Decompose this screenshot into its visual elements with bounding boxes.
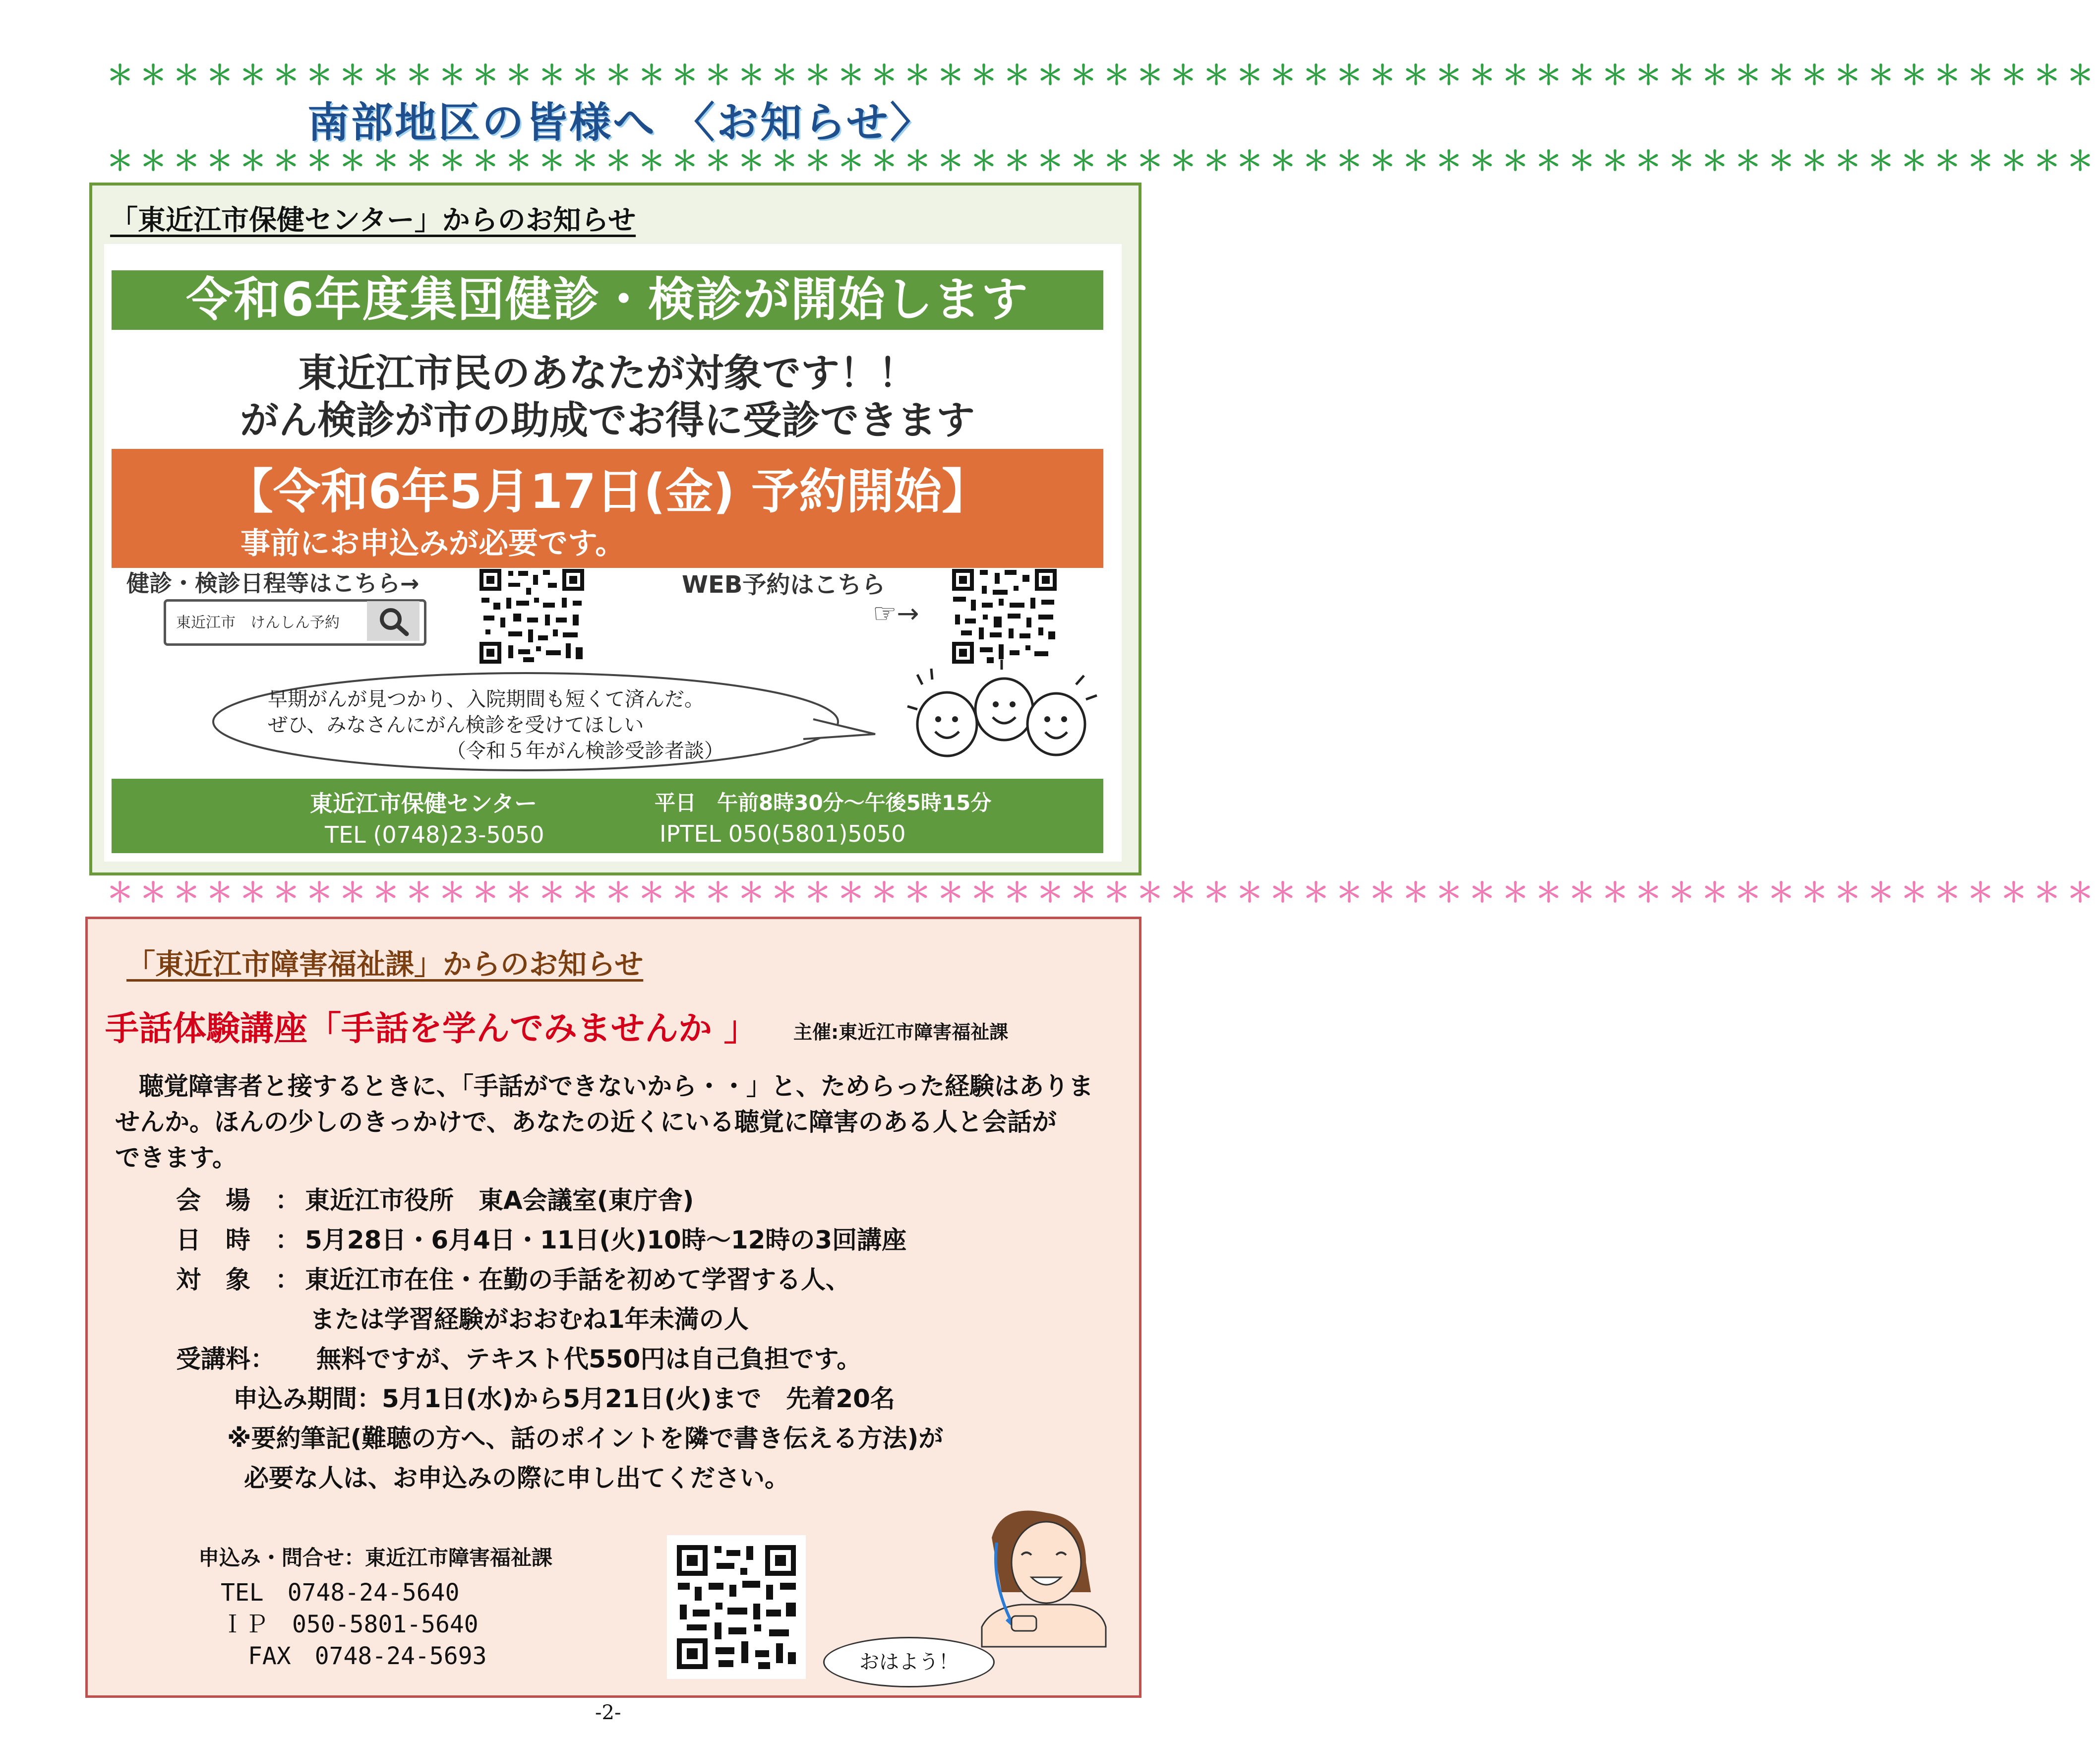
testimonial-line-3: （令和５年がん検診受診者談） bbox=[446, 740, 724, 762]
datetime-value: 5月28日・6月4日・11日(火)10時～12時の3回講座 bbox=[305, 1226, 907, 1254]
course-organizer: 主催:東近江市障害福祉課 bbox=[793, 1021, 1009, 1043]
health-center-tel: TEL (0748)23-5050 bbox=[325, 821, 544, 848]
welfare-ip: ＩＰ 050-5801-5640 bbox=[221, 1611, 479, 1638]
health-center-iptel: IPTEL 050(5801)5050 bbox=[660, 820, 906, 847]
summary-writing-note-1: ※要約筆記(難聴の方へ、話のポイントを隣で書き伝える方法)が bbox=[227, 1424, 944, 1453]
summary-writing-note-2: 必要な人は、お申込みの際に申し出てください。 bbox=[244, 1464, 789, 1492]
checkup-subhead-2: がん検診が市の助成でお得に受診できます bbox=[240, 398, 975, 443]
venue-value: 東近江市役所 東A会議室(東庁舎) bbox=[305, 1186, 694, 1215]
health-center-contact-band bbox=[112, 779, 1103, 853]
pointing-hand-icon: ☞→ bbox=[873, 598, 919, 629]
welfare-fax: FAX 0748-24-5693 bbox=[248, 1642, 487, 1670]
target-value: 東近江市在住・在勤の手話を初めて学習する人、 bbox=[305, 1265, 850, 1294]
target-value-continued: または学習経験がおおむね1年未満の人 bbox=[310, 1305, 749, 1334]
application-period: 申込み期間：5月1日(水)から5月21日(火)まで 先着20名 bbox=[233, 1384, 895, 1413]
course-intro-line-3: できます。 bbox=[115, 1143, 237, 1172]
sign-language-course-title: 手話体験講座「手話を学んでみませんか 」 bbox=[105, 1009, 758, 1049]
schedule-qr-code-icon[interactable] bbox=[479, 568, 585, 665]
star-divider-top: ＊＊＊＊＊＊＊＊＊＊＊＊＊＊＊＊＊＊＊＊＊＊＊＊＊＊＊＊＊＊＊＊＊＊＊＊＊＊＊＊＊＊＊＊＊＊＊＊＊＊＊＊＊＊＊＊＊＊＊＊ bbox=[107, 60, 2100, 91]
fee-value: 無料ですが、テキスト代550円は自己負担です。 bbox=[316, 1345, 862, 1373]
health-center-heading: 「東近江市保健センター」からのお知らせ bbox=[110, 204, 636, 237]
search-button[interactable] bbox=[367, 601, 420, 641]
datetime-label: 日 時 ： bbox=[176, 1226, 300, 1254]
welfare-heading: 「東近江市障害福祉課」からのお知らせ bbox=[126, 947, 644, 981]
speech-bubble-greeting: おはよう！ bbox=[823, 1637, 995, 1687]
testimonial-line-1: 早期がんが見つかり、入院期間も短くて済んだ。 bbox=[268, 688, 704, 711]
star-divider-pink: ＊＊＊＊＊＊＊＊＊＊＊＊＊＊＊＊＊＊＊＊＊＊＊＊＊＊＊＊＊＊＊＊＊＊＊＊＊＊＊＊＊＊＊＊＊＊＊＊＊＊＊＊＊＊＊＊＊＊＊＊ bbox=[107, 877, 2100, 908]
smiling-people-illustration-icon bbox=[902, 655, 1101, 784]
course-intro-line-1: 聴覚障害者と接するときに、「手話ができないから・・」と、ためらった経験はありま bbox=[139, 1072, 1093, 1101]
welfare-qr-code-icon[interactable] bbox=[667, 1535, 806, 1679]
checkup-banner: 令和6年度集団健診・検診が開始します bbox=[112, 270, 1103, 330]
schedule-link-label: 健診・検診日程等はこちら→ bbox=[126, 570, 420, 597]
application-required-note: 事前にお申込みが必要です。 bbox=[240, 526, 625, 561]
contact-label: 申込み・問合せ：東近江市障害福祉課 bbox=[198, 1546, 553, 1570]
checkup-subhead-1: 東近江市民のあなたが対象です！！ bbox=[298, 351, 917, 396]
reservation-start-date: 【令和6年5月17日(金) 予約開始】 bbox=[225, 464, 990, 519]
course-intro-line-2: せんか。ほんの少しのきっかけで、あなたの近くにいる聴覚に障害のある人と会話が bbox=[115, 1108, 1057, 1136]
search-input-text[interactable]: 東近江市 けんしん予約 bbox=[176, 614, 340, 631]
target-label: 対 象 ： bbox=[176, 1265, 300, 1294]
testimonial-speech-bubble bbox=[208, 670, 878, 774]
health-center-name: 東近江市保健センター bbox=[310, 790, 538, 817]
web-reservation-label: WEB予約はこちら bbox=[682, 571, 886, 599]
fee-label: 受講料： bbox=[176, 1345, 275, 1373]
testimonial-line-2: ぜひ、みなさんにがん検診を受けてほしい bbox=[268, 714, 644, 737]
welfare-tel: TEL 0748-24-5640 bbox=[221, 1579, 460, 1607]
page-title: 南部地区の皆様へ 〈お知らせ〉 bbox=[307, 98, 934, 147]
web-reservation-qr-code-icon[interactable] bbox=[951, 568, 1058, 665]
star-divider-bottom: ＊＊＊＊＊＊＊＊＊＊＊＊＊＊＊＊＊＊＊＊＊＊＊＊＊＊＊＊＊＊＊＊＊＊＊＊＊＊＊＊＊＊＊＊＊＊＊＊＊＊＊＊＊＊＊＊＊＊＊＊ bbox=[107, 145, 2100, 177]
venue-label: 会 場 ： bbox=[176, 1186, 300, 1215]
page-number: -2- bbox=[595, 1701, 621, 1724]
sign-language-person-illustration-icon bbox=[972, 1508, 1121, 1647]
office-hours: 平日 午前8時30分～午後5時15分 bbox=[655, 791, 992, 815]
search-icon bbox=[367, 601, 420, 641]
